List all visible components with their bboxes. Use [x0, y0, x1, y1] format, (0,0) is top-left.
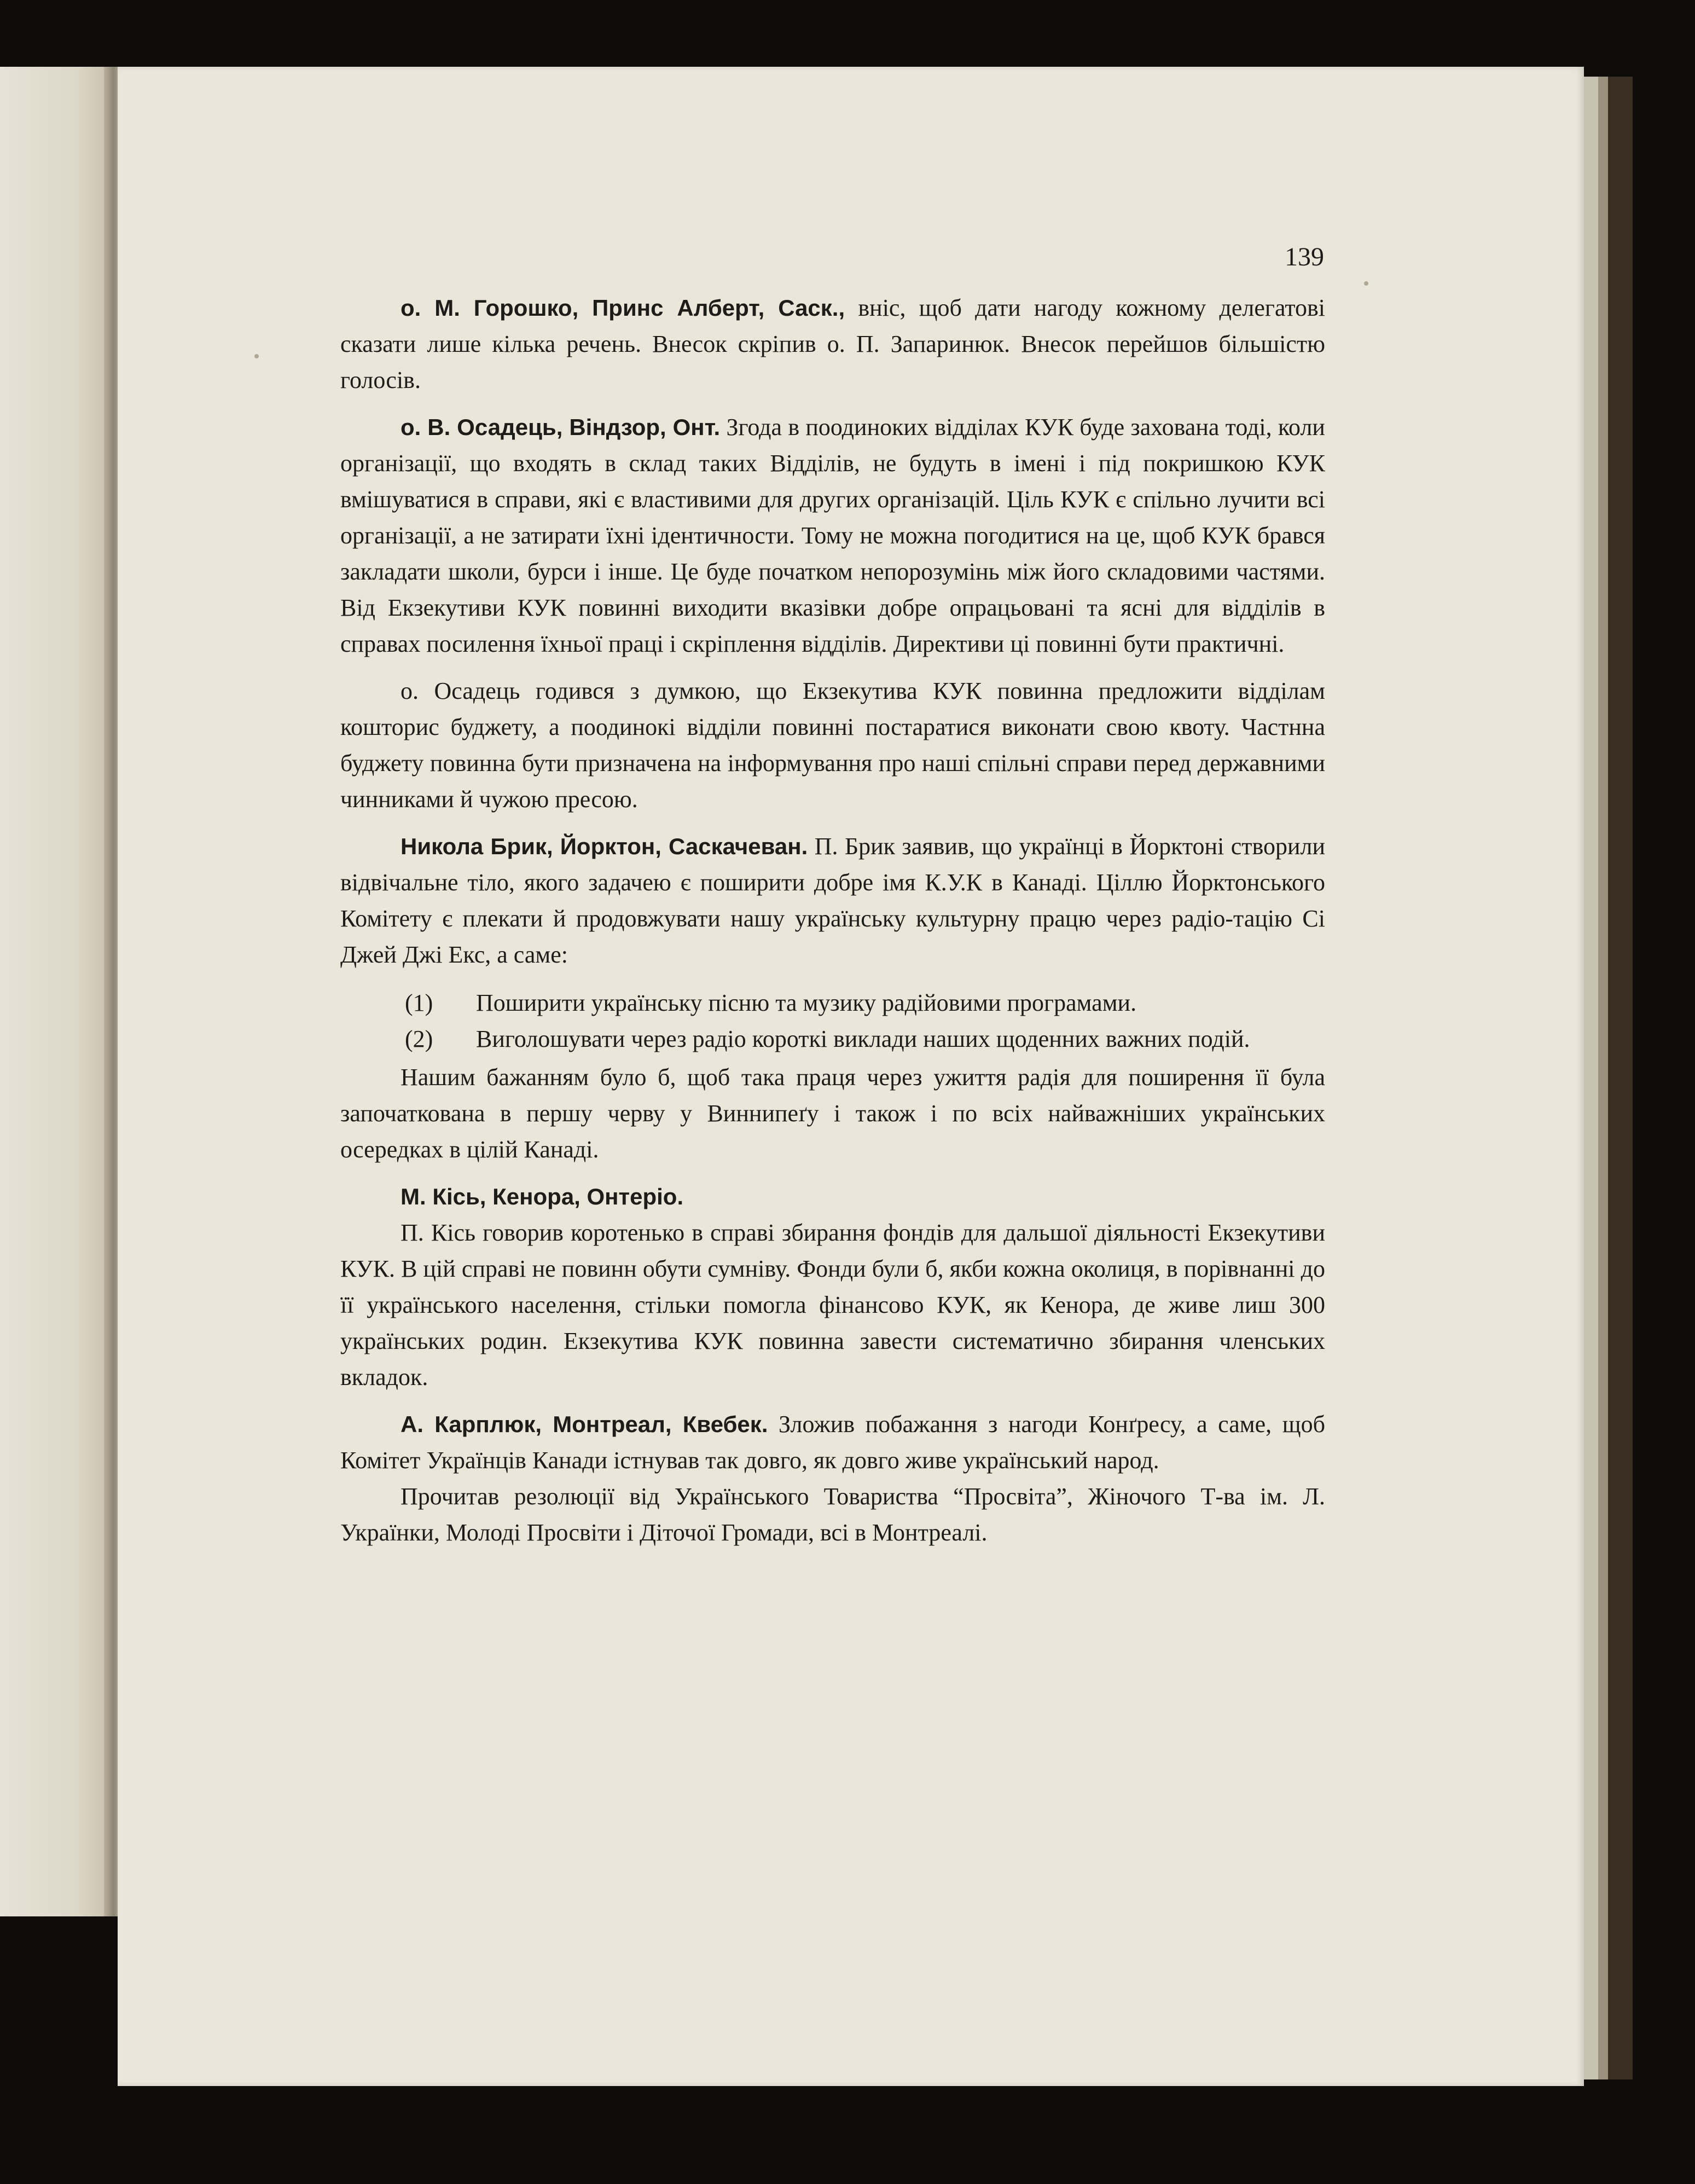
speaker-name: о. В. Осадець, Віндзор, Онт. [400, 414, 721, 440]
paragraph-text: П. Брик заявив, що українці в Йорктоні створили відвічальне тіло, якого задачею є поширити добре імя К.У.К в Канаді. Ціллю Йорктонського Комітету є плекати й продовжувати нашу українську культурну працю через радіо-тацію Сі Джей Джі Екс, а саме: [340, 833, 1325, 968]
paragraph-kis [340, 1215, 1325, 1395]
list-number: (1) [405, 989, 433, 1016]
paragraph-karpliuk [340, 1406, 1325, 1479]
paragraph-text: П. Кісь говорив коротенько в справі збирання фондів для дальшої діяльності Екзекутиви КУК. В цій справі не повинн обути сумніву. Фонди були б, якби кожна околиця, в порівнанні до її українського населення, стільки помогла фінансово КУК, як Кенора, де живе лиш 300 українських родин. Екзекутива КУК повинна завести систематично збирання членських вкладок. [340, 1219, 1325, 1391]
paper-speck [254, 354, 259, 358]
book-cover-edge [1608, 77, 1633, 2079]
paragraph-resolutions [340, 1479, 1325, 1551]
speaker-heading: М. Кісь, Кенора, Онтеріо. [400, 1184, 684, 1209]
paragraph-osadets [340, 409, 1325, 662]
speaker-name: А. Карплюк, Монтреал, Квебек. [400, 1411, 768, 1437]
page-stack-shadow [1598, 77, 1608, 2079]
speaker-name: Никола Брик, Йорктон, Саскачеван. [400, 833, 808, 859]
list-item [340, 1021, 1325, 1057]
list-text: Поширити українську пісню та музику радійовими програмами. [476, 989, 1137, 1016]
paragraph-text: о. Осадець годився з думкою, що Екзекутива КУК повинна предложити відділам кошторис буджету, а поодинокі відділи повинні постаратися виконати свою квоту. Частнна буджету повинна бути призначена на інформування про наші спільні справи перед державними чинниками й чужою пресою. [340, 677, 1325, 813]
paragraph-text: Зложив побажання з нагоди Конґресу, а саме, щоб Комітет Українців Канади істнував так довго, як довго живе український народ. [340, 1411, 1325, 1474]
list-text: Виголошувати через радіо короткі виклади наших щоденних важних подій. [476, 1026, 1250, 1052]
paragraph-text: Нашим бажанням було б, щоб така праця через ужиття радія для поширення її була започаткована в першу черву у Виннипеґу і також і по всіх найважніших українських осередках в цілій Канаді. [340, 1064, 1325, 1163]
paragraph-osadets-budget [340, 673, 1325, 818]
paragraph-text: Прочитав резолюції від Українського Товариства “Просвіта”, Жіночого Т-ва ім. Л. Українки, Молоді Просвіти і Діточої Громади, всі в Монтреалі. [340, 1483, 1325, 1546]
paragraph-bryk [340, 829, 1325, 973]
page-number: 139 [1285, 242, 1324, 271]
page-stack-edge [1584, 77, 1598, 2079]
page-body [340, 290, 1325, 1562]
paragraph-horoshko [340, 290, 1325, 398]
paragraph-text: вніс, щоб дати нагоду кожному делегатові сказати лише кілька речень. Внесок скріпив о. П. Запаринюк. Внесок перейшов більшістю голосів. [340, 294, 1325, 393]
speaker-name: о. М. Горошко, Принс Алберт, Саск., [400, 295, 845, 321]
paper-speck [1364, 281, 1368, 286]
list-item [340, 985, 1325, 1021]
paragraph-text: Згода в поодиноких відділах КУК буде захована тоді, коли організації, що входять в склад таких Відділів, не будуть в імені і під покришкою КУК вмішуватися в справи, які є властивими для других організацій. Ціль КУК є спільно лучити всі організації, а не затирати їхні ідентичности. Тому не можна погодитися на це, щоб КУК брався закладати школи, бурси і інше. Це буде початком непорозумінь між його складовими частями. Від Екзекутиви КУК повинні виходити вказівки добре опрацьовані та ясні для відділів в справах посилення їхньої праці і скріплення відділів. Директиви ці повинні бути практичні. [340, 414, 1325, 657]
paragraph-radio-wish [340, 1059, 1325, 1168]
list-number: (2) [405, 1026, 433, 1052]
facing-page-edge [0, 67, 109, 1916]
